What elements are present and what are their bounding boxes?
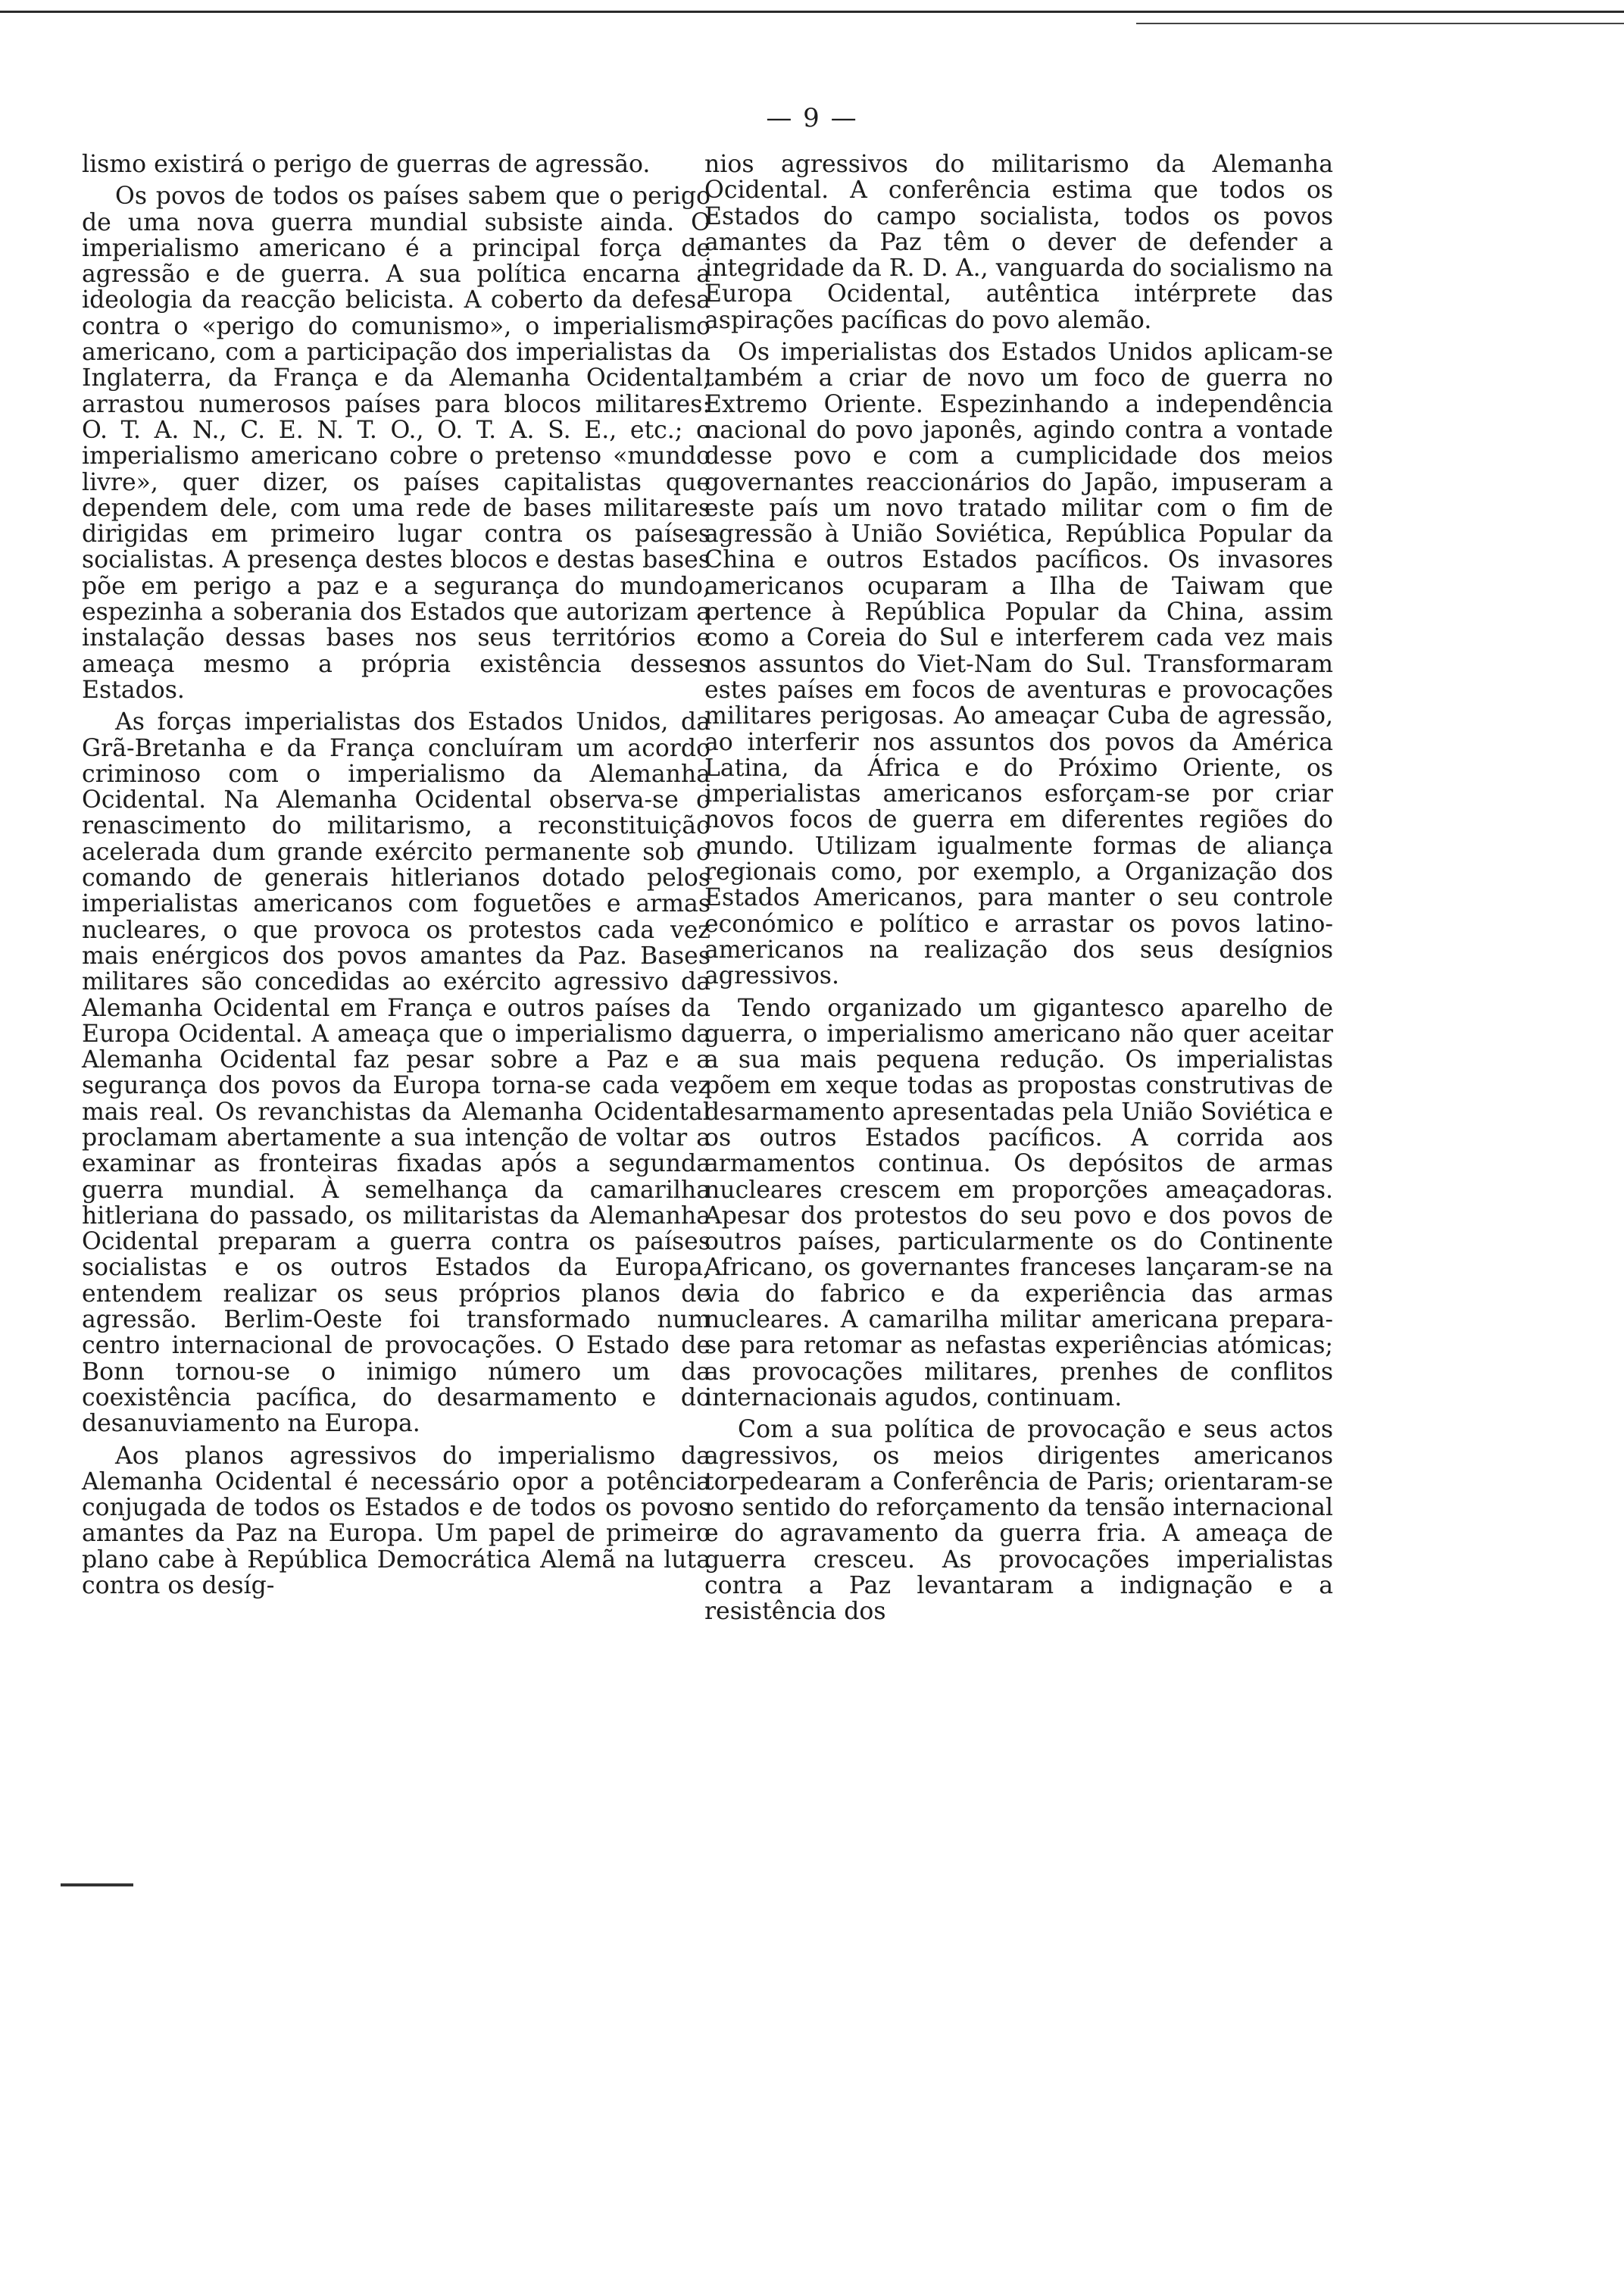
top-border-line-secondary: [1136, 23, 1624, 24]
paragraph: Tendo organizado um gigantesco aparelho de guerra, o imperialismo americano não quer aceitar a sua mais pequena redução. Os imperialistas põem em xeque todas as propostas construtivas de desarmamento apresentadas pela União Soviética e os outros Estados pacíficos. A corrida aos armamentos continua. Os depósitos de armas nucleares crescem em proporções ameaçadoras. Apesar dos protestos do seu povo e dos povos de outros países, particularmente os do Continente Africano, os governantes franceses lançaram-se na via do fabrico e da experiência das armas nucleares. A camarilha militar americana prepara-se para retomar as nefastas experiências atómicas; as provocações militares, prenhes de conflitos internacionais agudos, continuam.: [704, 994, 1333, 1411]
paragraph: Aos planos agressivos do imperialismo da Alemanha Ocidental é necessário opor a potência conjugada de todos os Estados e de todos os povos amantes da Paz na Europa. Um papel de primeiro plano cabe à República Democrática Alemã na luta contra os desíg-: [82, 1442, 710, 1600]
page-number: — 9 —: [766, 103, 858, 133]
paragraph: nios agressivos do militarismo da Alemanha Ocidental. A conferência estima que todos os Estados do campo socialista, todos os povos amantes da Paz têm o dever de defender a integridade da R. D. A., vanguarda do socialismo na Europa Ocidental, autêntica intérprete das aspirações pacíficas do povo alemão.: [704, 151, 1333, 334]
scan-mark: [61, 1883, 133, 1886]
paragraph: Com a sua política de provocação e seus actos agressivos, os meios dirigentes americanos torpedearam a Conferência de Paris; orientaram-se no sentido do reforçamento da tensão internacional e do agravamento da guerra fria. A ameaça de guerra cresceu. As provocações imperialistas contra a Paz levantaram a indignação e a resistência dos: [704, 1416, 1333, 1626]
paragraph: As forças imperialistas dos Estados Unidos, da Grã-Bretanha e da França concluíram um acordo criminoso com o imperialismo da Alemanha Ocidental. Na Alemanha Ocidental observa-se o renascimento do militarismo, a reconstituição acelerada dum grande exército permanente sob o comando de generais hitlerianos dotado pelos imperialistas americanos com foguetões e armas nucleares, o que provoca os protestos cada vez mais enérgicos dos povos amantes da Paz. Bases militares são concedidas ao exército agressivo da Alemanha Ocidental em França e outros países da Europa Ocidental. A ameaça que o imperialismo da Alemanha Ocidental faz pesar sobre a Paz e a segurança dos povos da Europa torna-se cada vez mais real. Os revanchistas da Alemanha Ocidental proclamam abertamente a sua intenção de voltar a examinar as fronteiras fixadas após a segunda guerra mundial. À semelhança da camarilha hitleriana do passado, os militaristas da Alemanha Ocidental preparam a guerra contra os países socialistas e os outros Estados da Europa, entendem realizar os seus próprios planos de agressão. Berlim-Oeste foi transformado num centro internacional de provocações. O Estado de Bonn tornou-se o inimigo número um da coexistência pacífica, do desarmamento e do desanuviamento na Europa.: [82, 708, 710, 1438]
paragraph: Os imperialistas dos Estados Unidos aplicam-se também a criar de novo um foco de guerra no Extremo Oriente. Espezinhando a independência nacional do povo japonês, agindo contra a vontade desse povo e com a cumplicidade dos meios governantes reaccionários do Japão, impuseram a este país um novo tratado militar com o fim de agressão à União Soviética, República Popular da China e outros Estados pacíficos. Os invasores americanos ocuparam a Ilha de Taiwam que pertence à República Popular da China, assim como a Coreia do Sul e interferem cada vez mais nos assuntos do Viet-Nam do Sul. Transformaram estes países em focos de aventuras e provocações militares perigosas. Ao ameaçar Cuba de agressão, ao interferir nos assuntos dos povos da América Latina, da África e do Próximo Oriente, os imperialistas americanos esforçam-se por criar novos focos de guerra em diferentes regiões do mundo. Utilizam igualmente formas de aliança regionais como, por exemplo, a Organização dos Estados Americanos, para manter o seu controle económico e político e arrastar os povos latino-americanos na realização dos seus desígnios agressivos.: [704, 339, 1333, 990]
left-column: [82, 152, 710, 1605]
paragraph: lismo existirá o perigo de guerras de agressão.: [82, 151, 651, 178]
top-border-line: [0, 11, 1624, 13]
paragraph: Os povos de todos os países sabem que o perigo de uma nova guerra mundial subsiste ainda. O imperialismo americano é a principal força de agressão e de guerra. A sua política encarna a ideologia da reacção belicista. A coberto da defesa contra o «perigo do comunismo», o imperialismo americano, com a participação dos imperialistas da Inglaterra, da França e da Alemanha Ocidental, arrastou numerosos países para blocos militares: O. T. A. N., C. E. N. T. O., O. T. A. S. E., etc.; o imperialismo americano cobre o pretenso «mundo livre», quer dizer, os países capitalistas que dependem dele, com uma rede de bases militares dirigidas em primeiro lugar contra os países socialistas. A presença destes blocos e destas bases põe em perigo a paz e a segurança do mundo, espezinha a soberania dos Estados que autorizam a instalação dessas bases nos seus territórios e ameaça mesmo a própria existência desses Estados.: [82, 183, 710, 704]
right-column: [704, 152, 1333, 1631]
